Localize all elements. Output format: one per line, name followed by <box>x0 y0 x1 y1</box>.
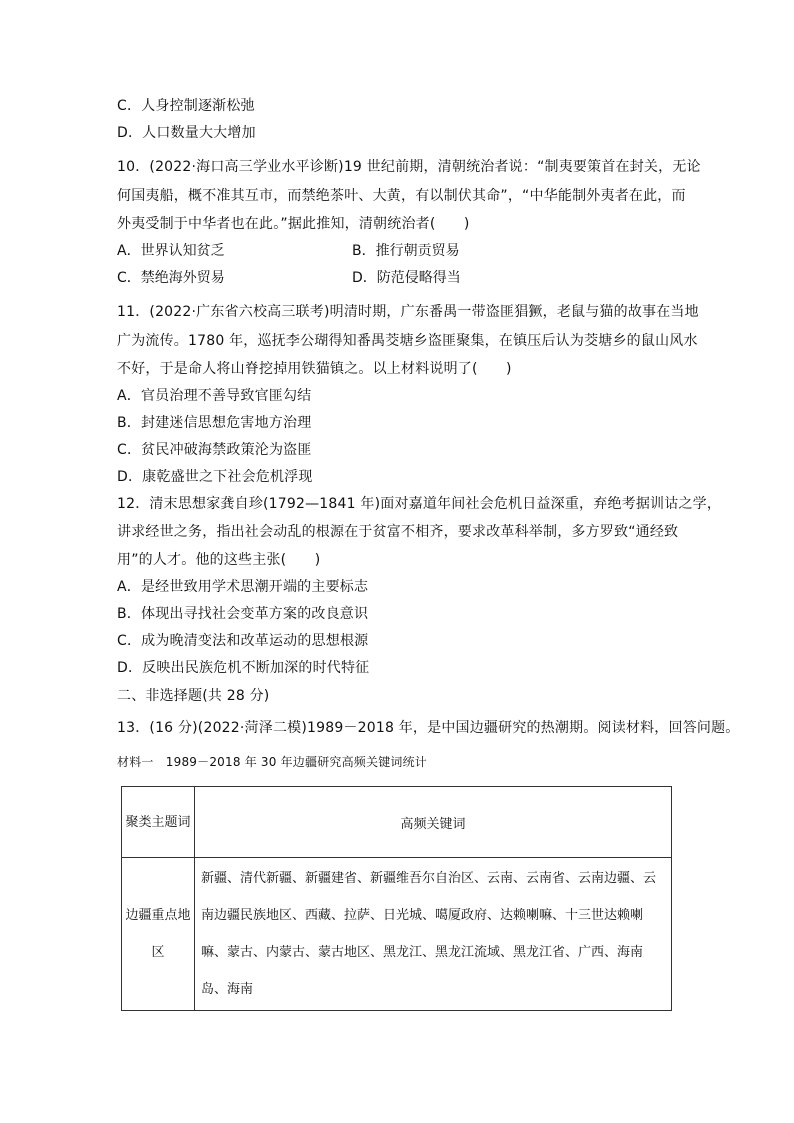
section-title: 二、非选择题(共 28 分) <box>117 688 270 704</box>
q12-option-b: B．体现出寻找社会变革方案的改良意识 <box>117 606 369 622</box>
q9-option-c: C．人身控制逐渐松弛 <box>117 98 255 114</box>
q12-stem-line-1: 12．清末思想家龚自珍(1792—1841 年)面对嘉道年间社会危机日益深重，弃绝考据训诂之学， <box>117 496 722 512</box>
row-keywords-cell <box>195 858 672 1011</box>
q11-stem-line-2: 广为流传。1780 年，巡抚李公瑚得知番禺茭塘乡盗匪聚集，在镇压后认为茭塘乡的鼠山风水 <box>117 333 698 349</box>
header-cluster-label: 聚类主题词 <box>125 814 191 830</box>
q10-stem-line-3: 外夷受制于中华者也在此。”据此推知，清朝统治者( ) <box>117 216 470 232</box>
row-category-label: 边疆重点地区 <box>125 908 191 960</box>
header-keywords-cell <box>195 787 672 858</box>
material-title: 材料一 1989－2018 年 30 年边疆研究高频关键词统计 <box>117 755 427 769</box>
table-row <box>122 858 672 1011</box>
q12-stem-line-3: 用”的人才。他的这些主张( ) <box>117 552 321 568</box>
q11-stem-line-3: 不好，于是命人将山脊挖掉用铁猫镇之。以上材料说明了( ) <box>117 361 512 377</box>
header-cluster-cell <box>122 787 195 858</box>
q11-stem-line-1: 11．(2022·广东省六校高三联考)明清时期，广东番禺一带盗匪猖獗，老鼠与猫的故事在当地 <box>117 304 699 320</box>
header-keywords-label: 高频关键词 <box>400 816 466 832</box>
row-category-cell <box>122 858 195 1011</box>
q11-option-c: C．贫民冲破海禁政策沦为盗匪 <box>117 442 312 458</box>
q10-option-d: D．防范侵略得当 <box>352 270 461 286</box>
q10-option-c: C．禁绝海外贸易 <box>117 270 225 286</box>
row-keywords-text: 新疆、清代新疆、新疆建省、新疆维吾尔自治区、云南、云南省、云南边疆、云南边疆民族地区、西藏、拉萨、日光城、噶厦政府、达赖喇嘛、十三世达赖喇嘛、蒙古、内蒙古、蒙古地区、黑龙江、黑龙江流域、黑龙江省、广西、海南岛、海南 <box>201 871 657 997</box>
q12-option-d: D．反映出民族危机不断加深的时代特征 <box>117 660 370 676</box>
q11-option-b: B．封建迷信思想危害地方治理 <box>117 415 312 431</box>
keyword-table <box>121 786 672 1011</box>
q10-stem-line-2: 何国夷船，概不准其互市，而禁绝茶叶、大黄，有以制伏其命”，“中华能制外夷者在此，而 <box>117 188 686 204</box>
q11-option-a: A．官员治理不善导致官匪勾结 <box>117 388 312 404</box>
table-header-row <box>122 787 672 858</box>
q10-option-b: B．推行朝贡贸易 <box>352 243 460 259</box>
q10-option-a: A．世界认知贫乏 <box>117 243 225 259</box>
q11-option-d: D．康乾盛世之下社会危机浮现 <box>117 469 313 485</box>
q12-stem-line-2: 讲求经世之务，指出社会动乱的根源在于贫富不相齐，要求改革科举制，多方罗致“通经致 <box>117 524 679 540</box>
q12-option-a: A．是经世致用学术思潮开端的主要标志 <box>117 579 369 595</box>
q13-stem: 13．(16 分)(2022·菏泽二模)1989－2018 年，是中国边疆研究的热潮期。阅读材料，回答问题。 <box>117 720 740 736</box>
q10-stem-line-1: 10．(2022·海口高三学业水平诊断)19 世纪前期，清朝统治者说：“制夷要策首在封关，无论 <box>117 159 701 175</box>
q9-option-d: D．人口数量大大增加 <box>117 125 256 141</box>
q12-option-c: C．成为晚清变法和改革运动的思想根源 <box>117 633 369 649</box>
